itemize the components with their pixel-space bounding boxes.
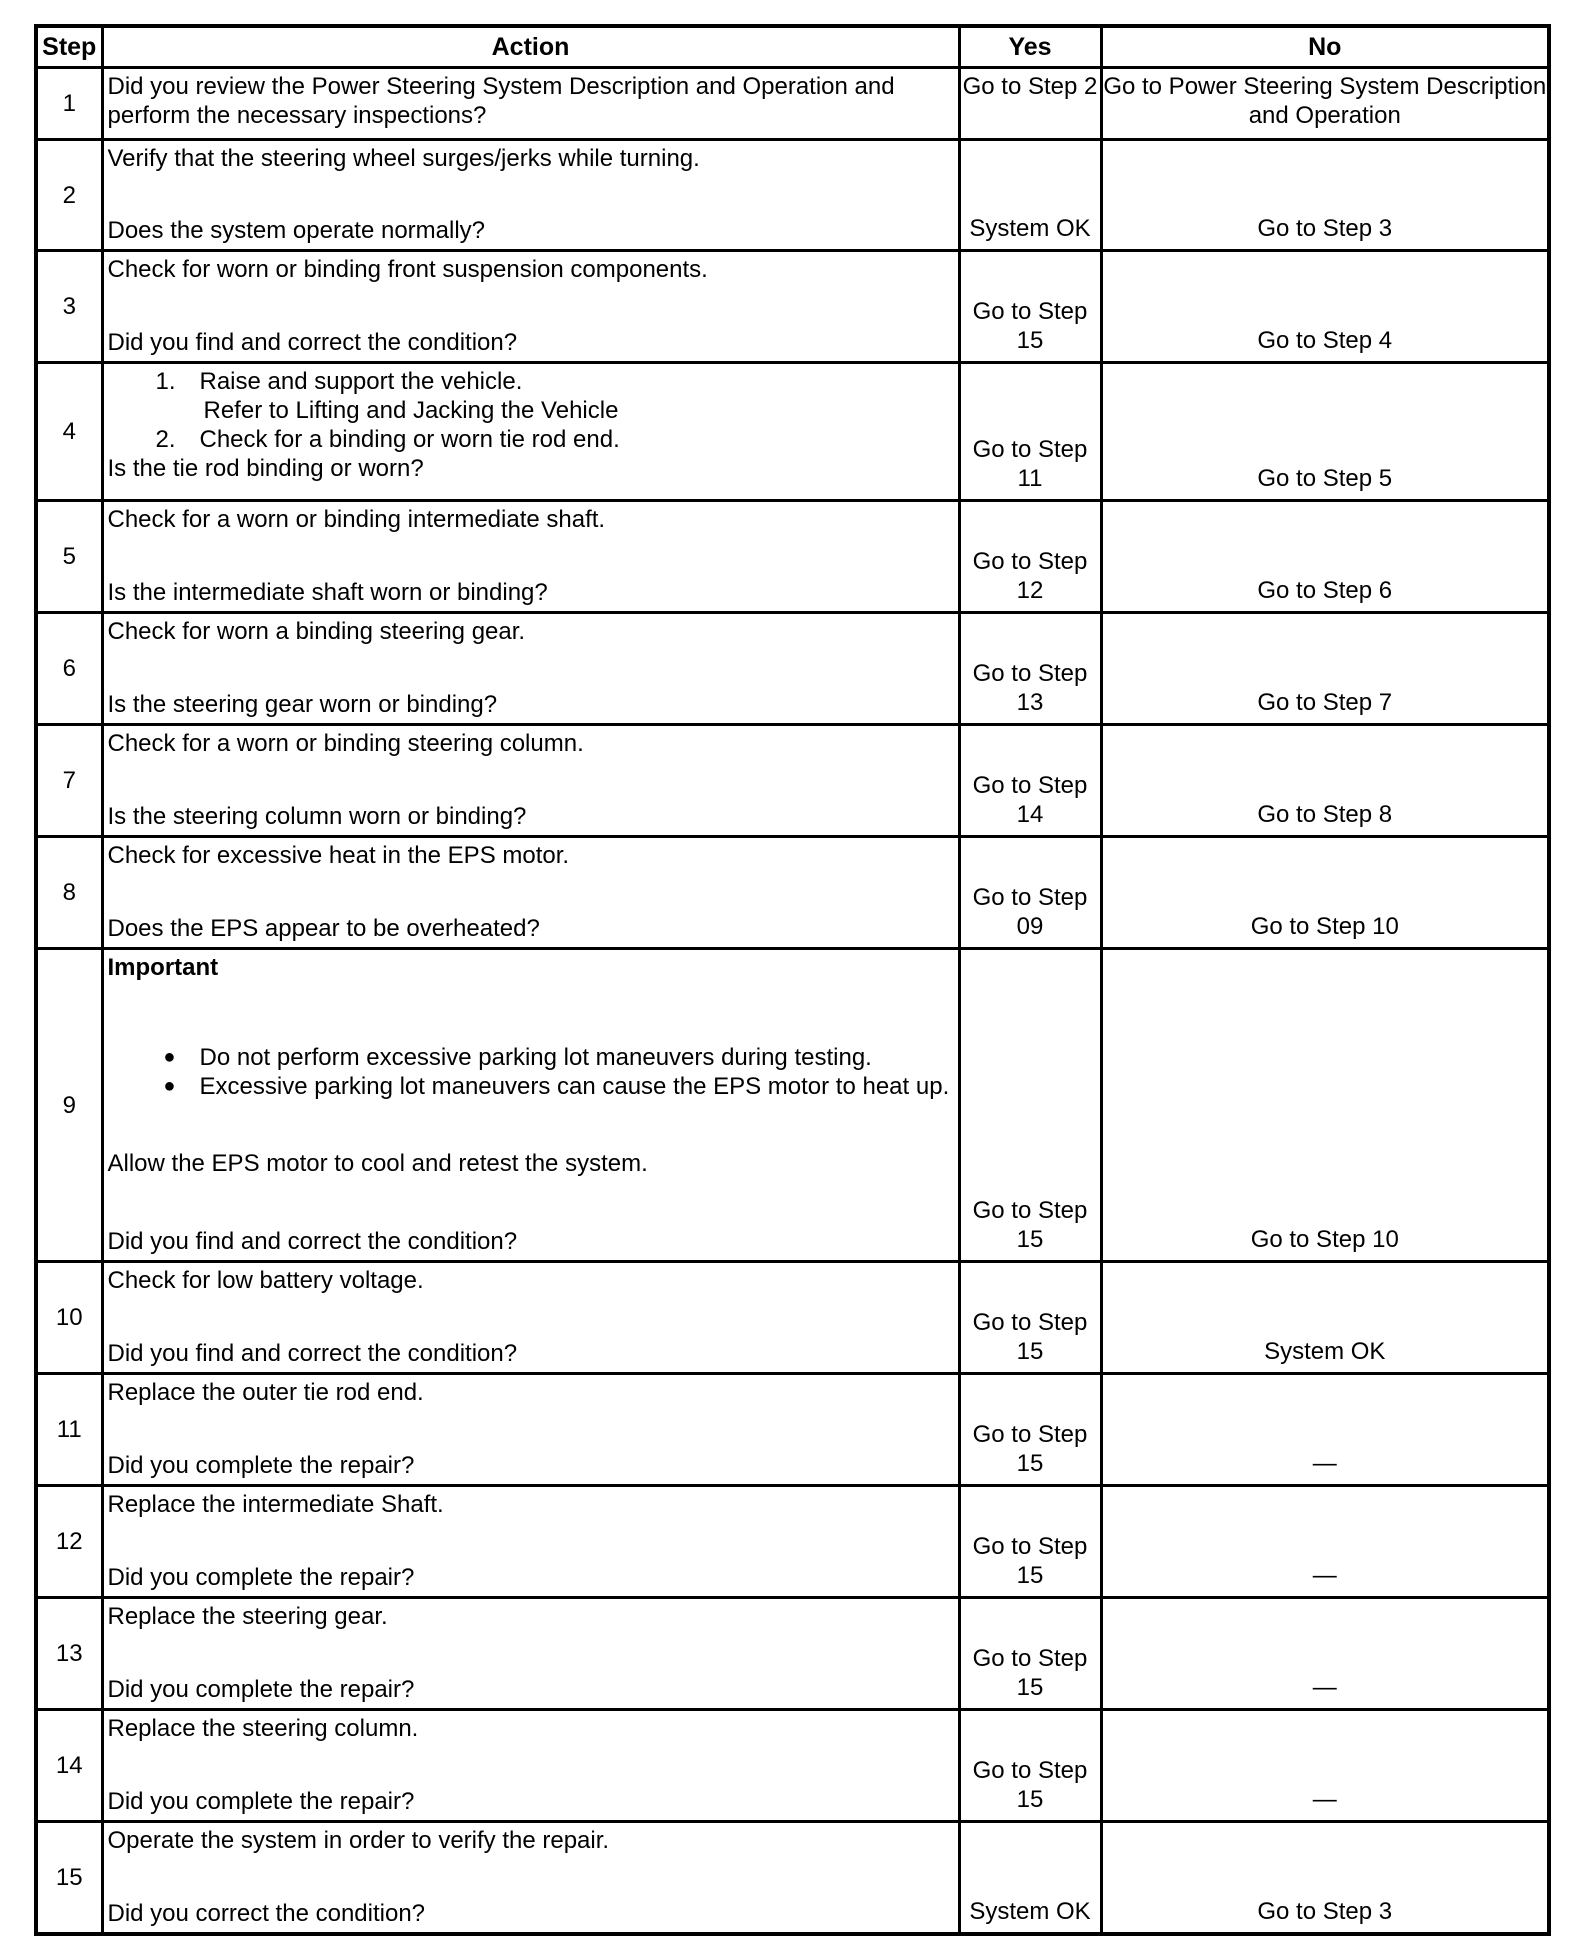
list-item bbox=[108, 1043, 954, 1072]
action-text: Allow the EPS motor to cool and retest the system. bbox=[107, 1150, 648, 1178]
action-text: Check for excessive heat in the EPS motor. bbox=[107, 842, 570, 869]
no-cell: Go to Step 5 bbox=[1101, 363, 1549, 501]
action-text: Check for a worn or binding steering column. bbox=[107, 730, 584, 757]
action-cell bbox=[102, 1262, 959, 1374]
yes-cell: Go to Step 15 bbox=[959, 949, 1101, 1262]
list-marker: 2. bbox=[155, 426, 176, 453]
header-yes: Yes bbox=[959, 26, 1101, 68]
step-number: 8 bbox=[36, 837, 102, 949]
list-item bbox=[108, 425, 954, 454]
action-text: Replace the outer tie rod end. bbox=[107, 1379, 424, 1406]
action-text: Verify that the steering wheel surges/jerks while turning. bbox=[107, 145, 700, 172]
list-marker: 1. bbox=[155, 368, 176, 395]
action-cell bbox=[102, 68, 959, 140]
header-step: Step bbox=[36, 26, 102, 68]
no-cell: Go to Step 10 bbox=[1101, 837, 1549, 949]
bullet-icon: ● bbox=[163, 1045, 176, 1068]
list-item-text: Raise and support the vehicle. bbox=[199, 368, 523, 395]
step-number: 13 bbox=[36, 1598, 102, 1710]
table-row bbox=[36, 1710, 1549, 1822]
no-cell: System OK bbox=[1101, 1262, 1549, 1374]
no-cell: Go to Step 6 bbox=[1101, 501, 1549, 613]
action-cell bbox=[102, 837, 959, 949]
table-row bbox=[36, 140, 1549, 251]
procedure-reference-note: Refer to Lifting and Jacking the Vehicle bbox=[203, 397, 619, 424]
header-row bbox=[36, 26, 1549, 68]
action-question: Did you complete the repair? bbox=[107, 1564, 415, 1591]
step-number: 12 bbox=[36, 1486, 102, 1598]
step-number: 10 bbox=[36, 1262, 102, 1374]
step-number: 14 bbox=[36, 1710, 102, 1822]
action-question: Is the tie rod binding or worn? bbox=[107, 455, 424, 482]
action-question: Does the EPS appear to be overheated? bbox=[107, 915, 540, 942]
table-row bbox=[36, 725, 1549, 837]
no-cell: — bbox=[1101, 1598, 1549, 1710]
no-cell: Go to Step 7 bbox=[1101, 613, 1549, 725]
action-question: Did you find and correct the condition? bbox=[107, 1340, 518, 1367]
yes-cell: Go to Step 2 bbox=[959, 68, 1101, 140]
action-text: Replace the intermediate Shaft. bbox=[107, 1491, 444, 1518]
important-bullet-list bbox=[108, 1043, 954, 1101]
action-question: Did you complete the repair? bbox=[107, 1788, 415, 1815]
yes-cell: Go to Step 14 bbox=[959, 725, 1101, 837]
no-cell: Go to Step 10 bbox=[1101, 949, 1549, 1262]
action-text: Check for low battery voltage. bbox=[107, 1267, 424, 1294]
no-cell: Go to Step 4 bbox=[1101, 251, 1549, 363]
yes-cell: Go to Step 09 bbox=[959, 837, 1101, 949]
list-item-text: Do not perform excessive parking lot maneuvers during testing. bbox=[199, 1043, 872, 1071]
table-row bbox=[36, 1374, 1549, 1486]
table-row bbox=[36, 1486, 1549, 1598]
action-question: Did you correct the condition? bbox=[107, 1900, 426, 1927]
bullet-icon: ● bbox=[163, 1074, 176, 1097]
action-cell bbox=[102, 949, 959, 1262]
action-question: Did you find and correct the condition? bbox=[107, 329, 518, 356]
list-item-text: Check for a binding or worn tie rod end. bbox=[199, 426, 620, 453]
list-item-text: Excessive parking lot maneuvers can cause the EPS motor to heat up. bbox=[199, 1072, 950, 1100]
procedure-list bbox=[108, 367, 954, 454]
step-number: 3 bbox=[36, 251, 102, 363]
no-cell: Go to Step 8 bbox=[1101, 725, 1549, 837]
action-cell bbox=[102, 613, 959, 725]
no-cell: — bbox=[1101, 1374, 1549, 1486]
no-cell: Go to Power Steering System Description and Operation bbox=[1101, 68, 1549, 140]
action-text: Replace the steering column. bbox=[107, 1715, 419, 1742]
no-cell: — bbox=[1101, 1486, 1549, 1598]
action-cell bbox=[102, 1598, 959, 1710]
table-row bbox=[36, 1262, 1549, 1374]
table-row bbox=[36, 837, 1549, 949]
action-cell bbox=[102, 501, 959, 613]
action-cell bbox=[102, 725, 959, 837]
yes-cell: Go to Step 15 bbox=[959, 1262, 1101, 1374]
step-number: 1 bbox=[36, 68, 102, 140]
step-number: 5 bbox=[36, 501, 102, 613]
action-cell bbox=[102, 1710, 959, 1822]
action-text: Operate the system in order to verify the repair. bbox=[107, 1827, 610, 1854]
header-no: No bbox=[1101, 26, 1549, 68]
yes-cell: Go to Step 11 bbox=[959, 363, 1101, 501]
table-row bbox=[36, 1598, 1549, 1710]
important-heading: Important bbox=[107, 954, 219, 981]
yes-cell: System OK bbox=[959, 140, 1101, 251]
action-question: Did you complete the repair? bbox=[107, 1676, 415, 1703]
action-text: Check for worn a binding steering gear. bbox=[107, 618, 526, 645]
yes-cell: System OK bbox=[959, 1822, 1101, 1935]
diagnostic-table bbox=[34, 24, 1551, 1936]
action-cell bbox=[102, 1486, 959, 1598]
step-number: 7 bbox=[36, 725, 102, 837]
yes-cell: Go to Step 15 bbox=[959, 1598, 1101, 1710]
yes-cell: Go to Step 15 bbox=[959, 1374, 1101, 1486]
list-item bbox=[108, 1072, 954, 1101]
no-cell: Go to Step 3 bbox=[1101, 140, 1549, 251]
table-row bbox=[36, 1822, 1549, 1935]
action-question: Is the intermediate shaft worn or binding? bbox=[107, 579, 548, 606]
step-number: 6 bbox=[36, 613, 102, 725]
step-number: 9 bbox=[36, 949, 102, 1262]
action-text: Replace the steering gear. bbox=[107, 1603, 388, 1630]
action-question: Does the system operate normally? bbox=[107, 217, 486, 244]
step-number: 2 bbox=[36, 140, 102, 251]
action-question: Is the steering column worn or binding? bbox=[107, 803, 527, 830]
yes-cell: Go to Step 12 bbox=[959, 501, 1101, 613]
action-text: Check for a worn or binding intermediate shaft. bbox=[107, 506, 606, 533]
table-row bbox=[36, 501, 1549, 613]
action-cell bbox=[102, 363, 959, 501]
action-cell bbox=[102, 1374, 959, 1486]
action-text: Did you review the Power Steering System Description and Operation and perform the necessary inspections? bbox=[107, 73, 895, 129]
table-row bbox=[36, 68, 1549, 140]
yes-cell: Go to Step 15 bbox=[959, 1710, 1101, 1822]
yes-cell: Go to Step 13 bbox=[959, 613, 1101, 725]
action-question: Did you find and correct the condition? bbox=[107, 1227, 518, 1255]
action-cell bbox=[102, 1822, 959, 1935]
step-number: 11 bbox=[36, 1374, 102, 1486]
action-cell bbox=[102, 251, 959, 363]
table-row bbox=[36, 613, 1549, 725]
table-row bbox=[36, 363, 1549, 501]
no-cell: — bbox=[1101, 1710, 1549, 1822]
list-item bbox=[108, 367, 954, 396]
step-number: 15 bbox=[36, 1822, 102, 1935]
no-cell: Go to Step 3 bbox=[1101, 1822, 1549, 1935]
action-text: Check for worn or binding front suspension components. bbox=[107, 256, 708, 283]
yes-cell: Go to Step 15 bbox=[959, 1486, 1101, 1598]
step-number: 4 bbox=[36, 363, 102, 501]
header-action: Action bbox=[102, 26, 959, 68]
table-row bbox=[36, 949, 1549, 1262]
table-row bbox=[36, 251, 1549, 363]
action-question: Did you complete the repair? bbox=[107, 1452, 415, 1479]
action-question: Is the steering gear worn or binding? bbox=[107, 691, 498, 718]
list-item-note bbox=[108, 396, 954, 425]
action-cell bbox=[102, 140, 959, 251]
yes-cell: Go to Step 15 bbox=[959, 251, 1101, 363]
